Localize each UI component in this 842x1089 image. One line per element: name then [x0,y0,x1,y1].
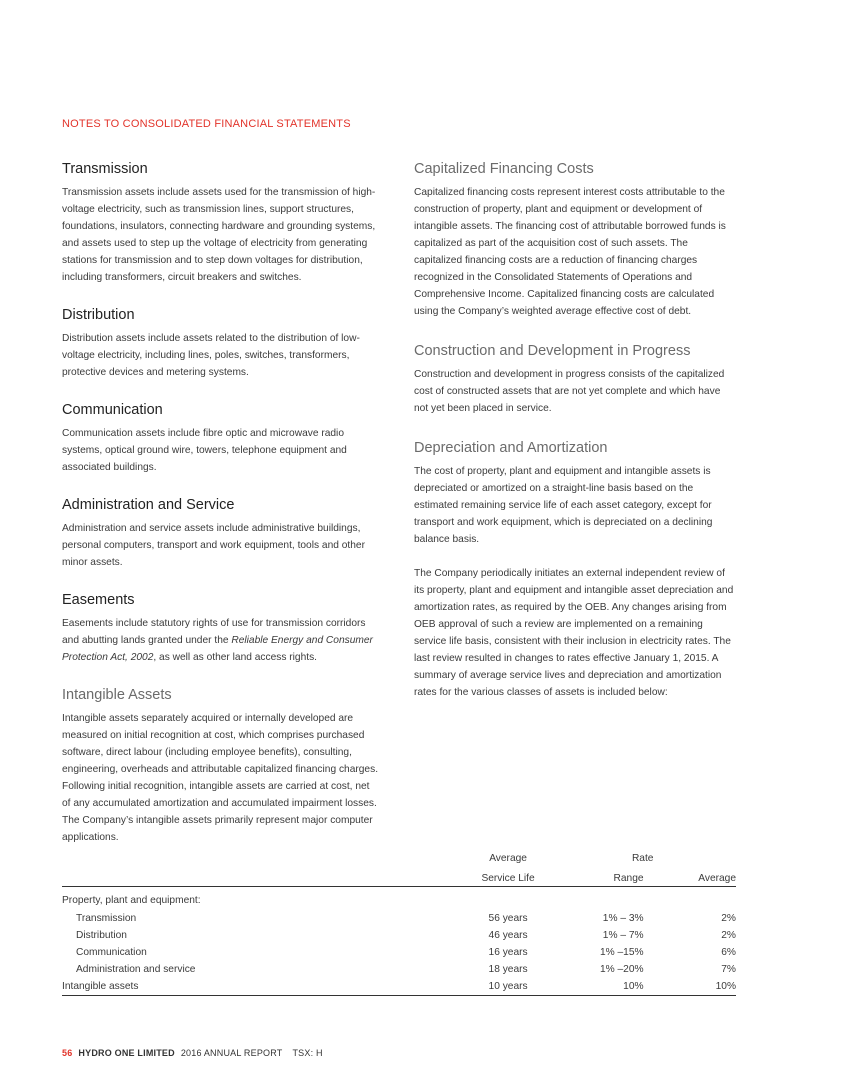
section-label: NOTES TO CONSOLIDATED FINANCIAL STATEMENTS [62,118,351,130]
table-row [62,978,736,996]
row-average: 6% [721,947,736,958]
row-label: Administration and service [76,964,196,975]
row-life: 18 years [488,964,528,975]
page-number: 56 [62,1048,73,1058]
easements-body-pre: Easements include statutory rights of use for transmission corridors and abutting lands granted under the [62,618,366,646]
report-name: 2016 ANNUAL REPORT [180,1048,283,1058]
page-footer [62,1048,323,1058]
admin-section [62,496,380,571]
header-range: Range [549,864,643,887]
row-life: 56 years [488,913,528,924]
transmission-section [62,160,380,286]
header-life-bottom: Service Life [467,864,550,887]
table-group-row [62,887,736,911]
intangible-heading: Intangible Assets [62,687,172,703]
construction-body: Construction and development in progress consists of the capitalized cost of constructed assets that are not yet complete and which have not yet been placed in service. [414,369,725,414]
communication-section [62,401,380,476]
row-range: 10% [549,978,643,996]
depreciation-heading: Depreciation and Amortization [414,440,608,456]
header-average: Average [644,864,736,887]
group-label: Property, plant and equipment: [62,895,201,906]
left-column [62,160,380,866]
right-column [414,160,736,723]
row-average: 7% [721,964,736,975]
easements-body-post: , as well as other land access rights. [153,652,318,663]
easements-section [62,591,380,666]
depreciation-body-1: The cost of property, plant and equipment and intangible assets is depreciated or amortized on a straight-line basis based on the estimated remaining service life of each asset category, except for transport and work equipment, which is depreciated on a declining balance basis. [414,466,713,545]
row-range: 1% –20% [599,964,644,975]
row-average: 10% [644,978,736,996]
distribution-section [62,306,380,381]
admin-heading: Administration and Service [62,497,235,513]
construction-heading: Construction and Development in Progress [414,343,691,359]
depreciation-body-2: The Company periodically initiates an external independent review of its property, plant and equipment and intangible asset depreciation and amortization rates, as required by the OEB. Any changes arising from OEB approval of such a review are implemented on a remaining service life basis, consistent with their inclusion in electricity rates. The last review resulted in changes to rates effective January 1, 2015. A summary of average service lives and depreciation and amortization rates for the various classes of assets is included below: [414,568,734,698]
construction-section [414,342,736,417]
company-name: HYDRO ONE LIMITED [78,1048,175,1058]
header-rate: Rate [631,853,654,864]
row-life: 16 years [488,947,528,958]
row-label: Transmission [76,913,137,924]
communication-heading: Communication [62,402,163,418]
intangible-section [62,686,380,846]
row-life: 10 years [467,978,550,996]
cap-financing-body: Capitalized financing costs represent interest costs attributable to the construction of property, plant and equipment or development of intangible assets. The financing cost of attributable borrowed funds is capitalized as part of the acquisition cost of such assets. The capitalized financing costs are a reduction of financing charges recognized in the Consolidated Statements of Operations and Comprehensive Income. Capitalized financing costs are calculated using the Company’s weighted average effective cost of debt. [414,187,726,317]
row-average: 2% [721,913,736,924]
intangible-body: Intangible assets separately acquired or internally developed are measured on initial recognition at cost, which comprises purchased software, direct labour (including employee benefits), consulting, engineering, overheads and attributable capitalized financing charges. Following initial recognition, intangible assets are carried at cost, net of any accumulated amortization and accumulated impairment losses. The Company’s intangible assets primarily represent major computer applications. [62,713,379,843]
transmission-heading: Transmission [62,161,148,177]
depreciation-section [414,439,736,701]
row-label: Distribution [76,930,127,941]
ticker: TSX: H [292,1048,323,1058]
table-row [62,944,736,961]
easements-body [62,615,380,666]
table-row [62,910,736,927]
transmission-body: Transmission assets include assets used for the transmission of high-voltage electricity, such as transmission lines, support structures, foundations, insulators, connecting hardware and grounding systems, and assets used to step up the voltage of electricity from generating stations for transmission and to step down voltages for distribution, including transformers, circuit breakers and switches. [62,187,376,283]
table-row [62,961,736,978]
service-life-table [62,848,736,996]
easements-heading: Easements [62,592,135,608]
row-range: 1% – 3% [602,913,644,924]
act-title: Reliable Energy and Consumer Protection Act, 2002 [62,635,373,663]
row-label: Intangible assets [62,978,467,996]
communication-body: Communication assets include fibre optic and microwave radio systems, optical ground wire, towers, telephone equipment and associated buildings. [62,428,347,473]
row-range: 1% –15% [599,947,644,958]
row-label: Communication [76,947,147,958]
cap-financing-heading: Capitalized Financing Costs [414,161,594,177]
row-average: 2% [721,930,736,941]
header-life-top: Average [489,853,527,864]
table-header-row-2 [62,864,736,887]
row-range: 1% – 7% [602,930,644,941]
distribution-heading: Distribution [62,307,135,323]
table-row [62,927,736,944]
row-life: 46 years [488,930,528,941]
distribution-body: Distribution assets include assets related to the distribution of low-voltage electricity, including lines, poles, switches, transformers, protective devices and metering systems. [62,333,360,378]
cap-financing-section [414,160,736,320]
admin-body: Administration and service assets include administrative buildings, personal computers, transport and work equipment, tools and other minor assets. [62,523,365,568]
table-header-row-1 [62,848,736,864]
